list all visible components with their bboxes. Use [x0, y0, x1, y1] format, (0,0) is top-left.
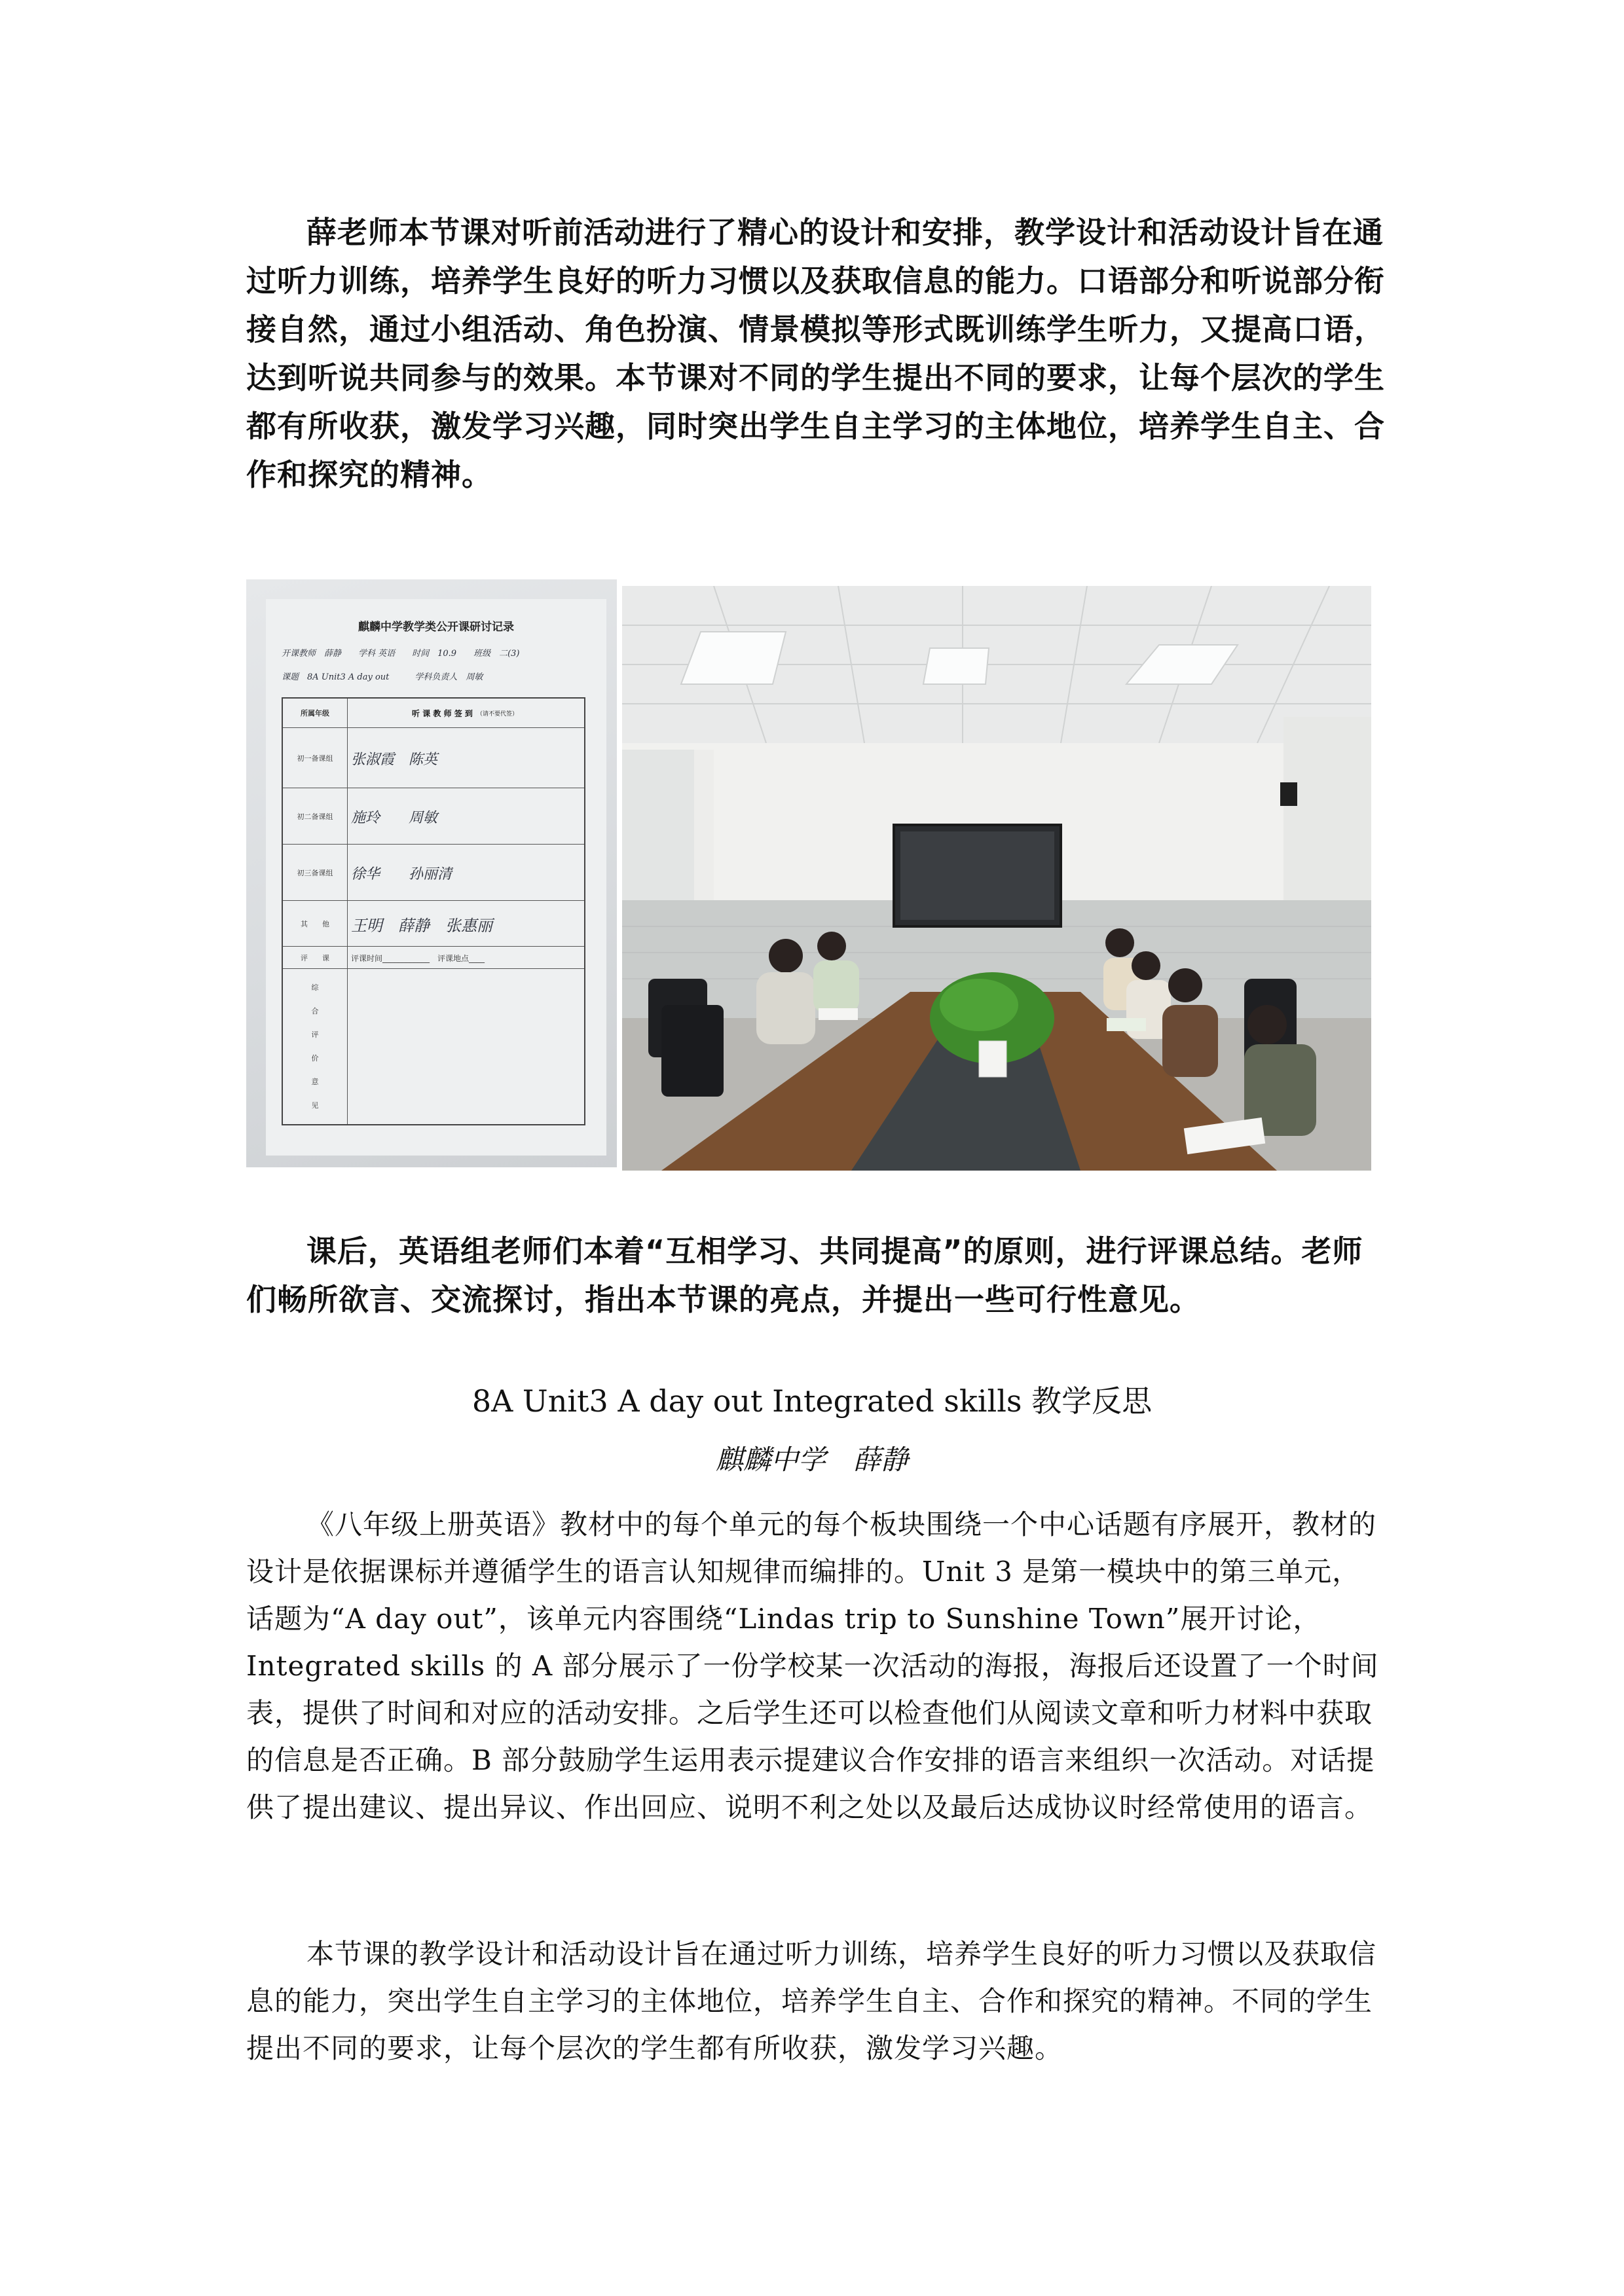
record-form-row-signature: 评课时间____________ 评课地点____ [351, 953, 485, 963]
record-form-photo [246, 579, 617, 1167]
paragraph-summary: 课后，英语组老师们本着“互相学习、共同提高”的原则，进行评课总结。老师们畅所欲言、交流探讨，指出本节课的亮点，并提出一些可行性意见。 [246, 1233, 1363, 1317]
record-form-table [282, 697, 585, 1125]
reflection-title: 8A Unit3 A day out Integrated skills 教学反思 [471, 1383, 1153, 1419]
record-form-row-label: 初一备课组 [283, 728, 348, 788]
record-form-col-sign: 听 课 教 师 签 到 [412, 708, 473, 718]
record-form-col-group: 所属年级 [283, 699, 348, 727]
record-form-col-note: （请不要代签） [476, 710, 518, 718]
record-form-row-signature: 张淑霞 陈英 [351, 751, 438, 768]
record-form-row-label: 综 合 评 价 意 见 [283, 969, 348, 1124]
record-form-paper [266, 599, 606, 1156]
record-form-row-label: 初三备课组 [283, 845, 348, 901]
record-form-row-signature: 王明 薛静 张惠丽 [351, 916, 492, 935]
record-form-row [283, 788, 584, 845]
paragraph-intro: 薛老师本节课对听前活动进行了精心的设计和安排，教学设计和活动设计旨在通过听力训练，培养学生良好的听力习惯以及获取信息的能力。口语部分和听说部分衔接自然，通过小组活动、角色扮演、情景模拟等形式既训练学生听力，又提高口语，达到听说共同参与的效果。本节课对不同的学生提出不同的要求，让每个层次的学生都有所收获，激发学习兴趣，同时突出学生自主学习的主体地位，培养学生自主、合作和探究的精神。 [246, 215, 1385, 492]
record-form-row [283, 727, 584, 788]
record-form-row-label: 初二备课组 [283, 788, 348, 845]
meeting-room-photo [622, 586, 1371, 1171]
record-form-row [283, 968, 584, 1124]
record-form-row-signature [351, 969, 579, 1124]
record-form-title: 麒麟中学教学类公开课研讨记录 [358, 621, 514, 634]
record-form-header-line2: 课题 8A Unit3 A day out 学科负责人 周敏 [282, 672, 483, 682]
record-form-row-label: 评 课 [283, 947, 348, 969]
record-form-row [283, 946, 584, 969]
record-form-header-line1: 开课教师 薛静 学科 英语 时间 10.9 班级 二(3) [282, 649, 520, 659]
record-form-row [283, 900, 584, 947]
reflection-author: 麒麟中学 薛静 [715, 1444, 908, 1476]
paragraph-textbook: 《八年级上册英语》教材中的每个单元的每个板块围绕一个中心话题有序展开，教材的设计是依据课标并遵循学生的语言认知规律而编排的。Unit 3 是第一模块中的第三单元，话题为“A day out”，该单元内容围绕“Lindas trip to Sunshine Town”展开讨论，Integrated skills 的 A 部分展示了一份学校某一次活动的海报，海报后还设置了一个时间表，提供了时间和对应的活动安排。之后学生还可以检查他们从阅读文章和听力材料中获取的信息是否正确。B 部分鼓励学生运用表示提建议合作安排的语言来组织一次活动。对话提供了提出建议、提出异议、作出回应、说明不利之处以及最后达成协议时经常使用的语言。 [246, 1508, 1379, 1823]
record-form-row-signature: 施玲 周敏 [351, 809, 438, 826]
paragraph-design: 本节课的教学设计和活动设计旨在通过听力训练，培养学生良好的听力习惯以及获取信息的能力，突出学生自主学习的主体地位，培养学生自主、合作和探究的精神。不同的学生提出不同的要求，让每个层次的学生都有所收获，激发学习兴趣。 [246, 1938, 1377, 2064]
record-form-row-label: 其 他 [283, 901, 348, 947]
record-form-row-signature: 徐华 孙丽清 [351, 866, 452, 883]
meeting-room-illustration [622, 586, 1371, 1171]
record-form-row [283, 844, 584, 901]
record-form-header-row [283, 699, 584, 727]
